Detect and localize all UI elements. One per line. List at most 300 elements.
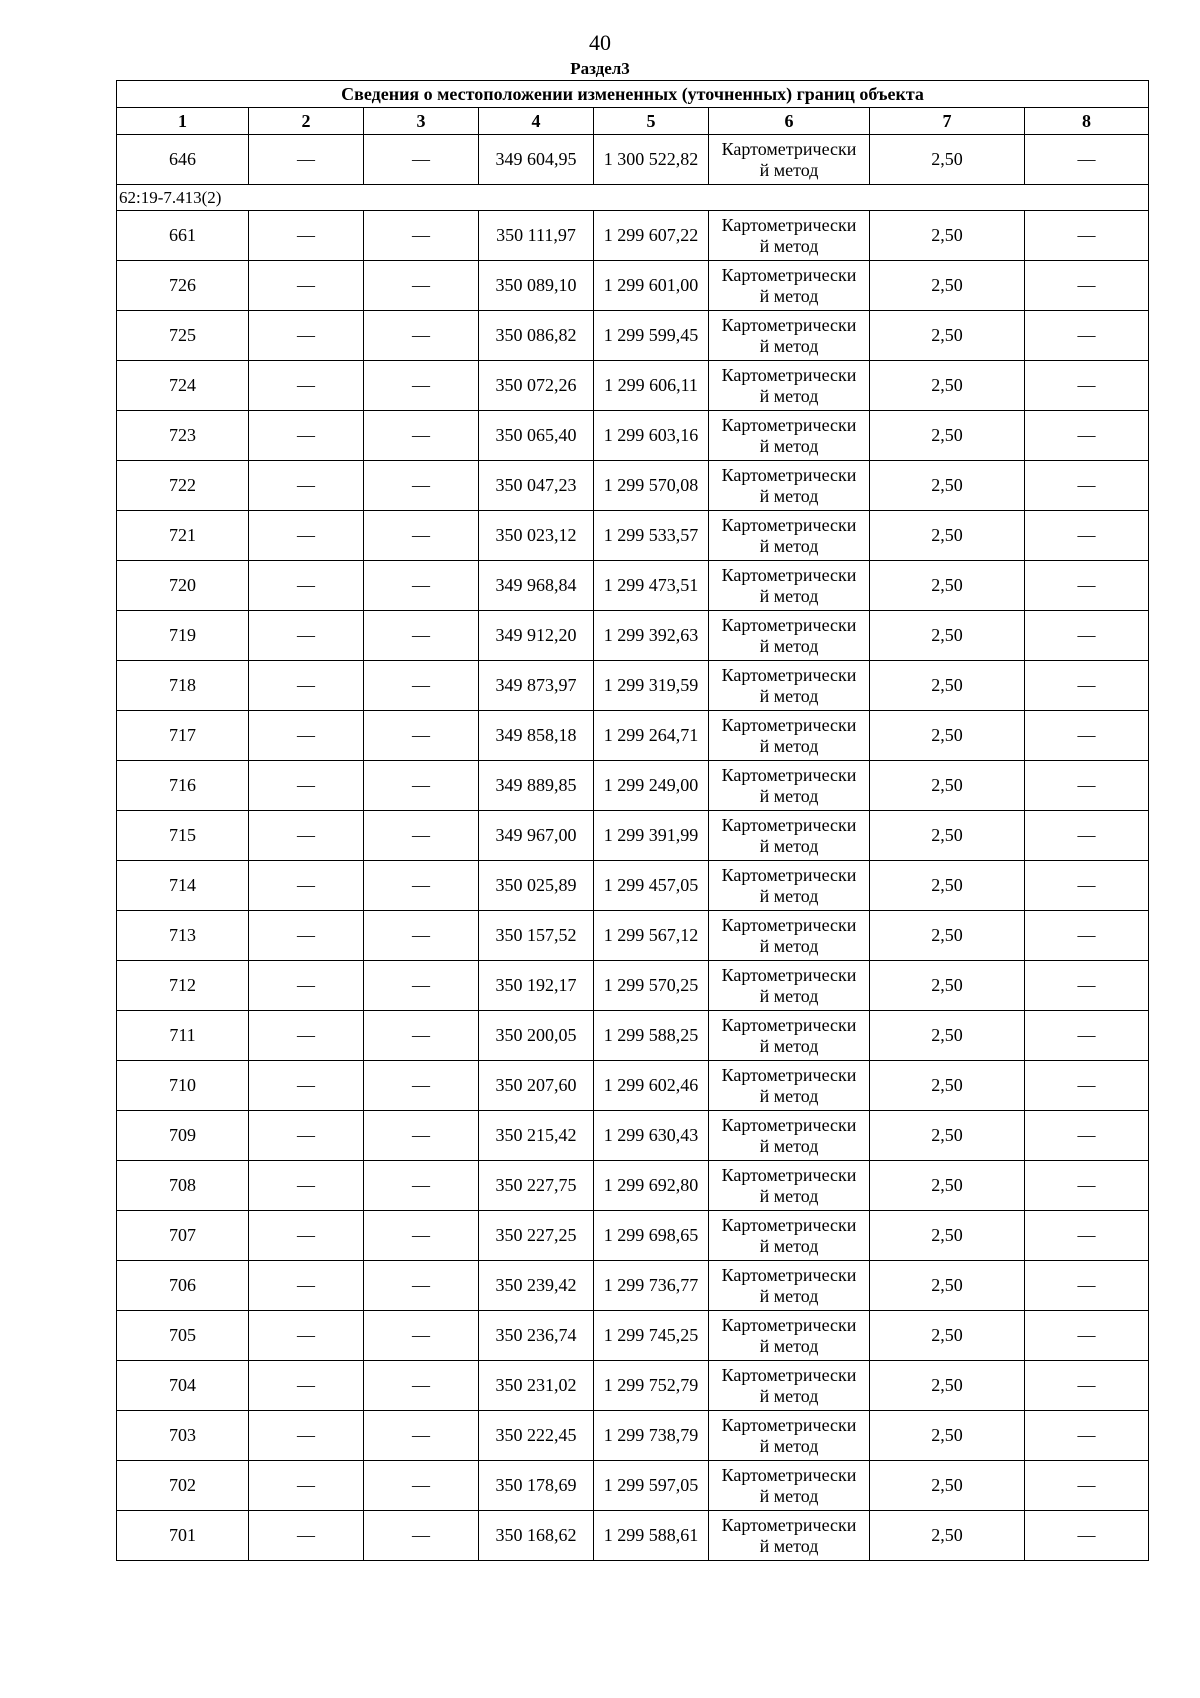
coordinates-table [116, 80, 1149, 1561]
cell-method [709, 761, 870, 811]
cell-point: 716 [117, 761, 249, 811]
cell-col2: — [249, 1011, 364, 1061]
cell-col8: — [1025, 711, 1149, 761]
method-line-1: Картометрически [721, 714, 857, 735]
cell-accuracy: 2,50 [870, 561, 1025, 611]
cell-x: 349 967,00 [479, 811, 594, 861]
method-line-2: й метод [759, 585, 819, 606]
cell-point: 724 [117, 361, 249, 411]
cell-accuracy: 2,50 [870, 1161, 1025, 1211]
section-title: Раздел3 [570, 59, 630, 78]
cell-x: 349 604,95 [479, 135, 594, 185]
cell-y: 1 299 567,12 [594, 911, 709, 961]
cell-y: 1 299 602,46 [594, 1061, 709, 1111]
cell-method [709, 961, 870, 1011]
cell-method [709, 911, 870, 961]
cell-col3: — [364, 911, 479, 961]
cell-col2: — [249, 1261, 364, 1311]
cell-col8: — [1025, 261, 1149, 311]
cell-y: 1 299 597,05 [594, 1461, 709, 1511]
cell-y: 1 299 599,45 [594, 311, 709, 361]
method-line-1: Картометрически [721, 138, 857, 159]
cell-method [709, 1111, 870, 1161]
cell-col2: — [249, 711, 364, 761]
table-row [117, 511, 1149, 561]
cell-col8: — [1025, 461, 1149, 511]
cell-col8: — [1025, 761, 1149, 811]
cell-point: 704 [117, 1361, 249, 1411]
cell-accuracy: 2,50 [870, 911, 1025, 961]
method-line-2: й метод [759, 335, 819, 356]
cell-method [709, 1411, 870, 1461]
cell-point: 725 [117, 311, 249, 361]
cell-y: 1 299 752,79 [594, 1361, 709, 1411]
method-line-1: Картометрически [721, 1264, 857, 1285]
cell-col3: — [364, 811, 479, 861]
method-line-1: Картометрически [721, 1314, 857, 1335]
cell-col8: — [1025, 811, 1149, 861]
cell-y: 1 299 601,00 [594, 261, 709, 311]
cell-x: 350 157,52 [479, 911, 594, 961]
cell-col8: — [1025, 1511, 1149, 1561]
cell-col2: — [249, 461, 364, 511]
cell-y: 1 299 457,05 [594, 861, 709, 911]
cell-accuracy: 2,50 [870, 311, 1025, 361]
cell-point: 703 [117, 1411, 249, 1461]
cell-col8: — [1025, 511, 1149, 561]
cell-col2: — [249, 1311, 364, 1361]
cell-x: 350 025,89 [479, 861, 594, 911]
table-row [117, 611, 1149, 661]
table-row [117, 1511, 1149, 1561]
cell-col3: — [364, 1461, 479, 1511]
cell-method [709, 1511, 870, 1561]
cell-col3: — [364, 411, 479, 461]
cell-x: 350 023,12 [479, 511, 594, 561]
column-header: 1 [117, 108, 249, 135]
cell-accuracy: 2,50 [870, 261, 1025, 311]
cell-point: 702 [117, 1461, 249, 1511]
cell-y: 1 299 264,71 [594, 711, 709, 761]
cell-accuracy: 2,50 [870, 761, 1025, 811]
cell-x: 350 239,42 [479, 1261, 594, 1311]
cell-point: 720 [117, 561, 249, 611]
table-row [117, 135, 1149, 185]
method-line-1: Картометрически [721, 414, 857, 435]
column-header: 5 [594, 108, 709, 135]
cell-method [709, 661, 870, 711]
group-row [117, 185, 1149, 211]
method-line-1: Картометрически [721, 514, 857, 535]
table-row [117, 311, 1149, 361]
cell-col8: — [1025, 361, 1149, 411]
cell-col2: — [249, 1061, 364, 1111]
cell-point: 721 [117, 511, 249, 561]
cell-col3: — [364, 1111, 479, 1161]
cell-col3: — [364, 761, 479, 811]
cell-method [709, 1461, 870, 1511]
cell-method [709, 1011, 870, 1061]
cell-accuracy: 2,50 [870, 1111, 1025, 1161]
cell-col3: — [364, 1161, 479, 1211]
method-line-1: Картометрически [721, 914, 857, 935]
cell-point: 719 [117, 611, 249, 661]
cell-accuracy: 2,50 [870, 511, 1025, 561]
cell-point: 701 [117, 1511, 249, 1561]
cell-point: 726 [117, 261, 249, 311]
method-line-1: Картометрически [721, 614, 857, 635]
method-line-1: Картометрически [721, 1014, 857, 1035]
cell-col8: — [1025, 561, 1149, 611]
method-line-2: й метод [759, 159, 819, 180]
cell-point: 705 [117, 1311, 249, 1361]
cell-point: 717 [117, 711, 249, 761]
cell-y: 1 299 570,08 [594, 461, 709, 511]
method-line-1: Картометрически [721, 864, 857, 885]
cell-x: 350 215,42 [479, 1111, 594, 1161]
cell-y: 1 299 588,25 [594, 1011, 709, 1061]
cell-method [709, 135, 870, 185]
table-row [117, 661, 1149, 711]
cell-col8: — [1025, 961, 1149, 1011]
cell-y: 1 299 391,99 [594, 811, 709, 861]
cell-col2: — [249, 511, 364, 561]
cell-col8: — [1025, 1111, 1149, 1161]
cell-y: 1 299 736,77 [594, 1261, 709, 1311]
cell-col8: — [1025, 1161, 1149, 1211]
cell-col3: — [364, 311, 479, 361]
cell-accuracy: 2,50 [870, 711, 1025, 761]
cell-y: 1 299 570,25 [594, 961, 709, 1011]
cell-accuracy: 2,50 [870, 1511, 1025, 1561]
cell-col3: — [364, 611, 479, 661]
cell-accuracy: 2,50 [870, 461, 1025, 511]
cell-col2: — [249, 1461, 364, 1511]
cell-x: 350 111,97 [479, 211, 594, 261]
cell-col8: — [1025, 661, 1149, 711]
cell-col2: — [249, 1411, 364, 1461]
cell-x: 350 192,17 [479, 961, 594, 1011]
table-row [117, 1411, 1149, 1461]
cell-x: 350 086,82 [479, 311, 594, 361]
method-line-1: Картометрически [721, 1114, 857, 1135]
cell-col2: — [249, 761, 364, 811]
method-line-2: й метод [759, 235, 819, 256]
table-row [117, 1161, 1149, 1211]
cell-method [709, 1261, 870, 1311]
cell-point: 710 [117, 1061, 249, 1111]
table-row [117, 1361, 1149, 1411]
cell-accuracy: 2,50 [870, 1011, 1025, 1061]
method-line-1: Картометрически [721, 1364, 857, 1385]
cell-col8: — [1025, 135, 1149, 185]
cell-y: 1 299 533,57 [594, 511, 709, 561]
group-label: 62:19-7.413(2) [117, 185, 1149, 211]
cell-y: 1 299 473,51 [594, 561, 709, 611]
table-row [117, 911, 1149, 961]
cell-x: 350 089,10 [479, 261, 594, 311]
cell-accuracy: 2,50 [870, 1361, 1025, 1411]
cell-col8: — [1025, 1261, 1149, 1311]
method-line-2: й метод [759, 385, 819, 406]
cell-point: 711 [117, 1011, 249, 1061]
column-header: 8 [1025, 108, 1149, 135]
cell-col2: — [249, 661, 364, 711]
cell-col3: — [364, 1211, 479, 1261]
cell-method [709, 361, 870, 411]
cell-accuracy: 2,50 [870, 1211, 1025, 1261]
cell-x: 349 912,20 [479, 611, 594, 661]
method-line-2: й метод [759, 635, 819, 656]
method-line-1: Картометрически [721, 1464, 857, 1485]
cell-col2: — [249, 1161, 364, 1211]
cell-x: 350 227,75 [479, 1161, 594, 1211]
method-line-1: Картометрически [721, 814, 857, 835]
cell-col3: — [364, 961, 479, 1011]
cell-col3: — [364, 1361, 479, 1411]
cell-point: 722 [117, 461, 249, 511]
table-row [117, 1011, 1149, 1061]
cell-x: 350 178,69 [479, 1461, 594, 1511]
column-header: 2 [249, 108, 364, 135]
table-row [117, 461, 1149, 511]
cell-accuracy: 2,50 [870, 1261, 1025, 1311]
method-line-2: й метод [759, 1385, 819, 1406]
cell-col3: — [364, 661, 479, 711]
method-line-1: Картометрически [721, 1414, 857, 1435]
cell-y: 1 299 745,25 [594, 1311, 709, 1361]
column-header-row [117, 108, 1149, 135]
cell-method [709, 261, 870, 311]
cell-y: 1 299 606,11 [594, 361, 709, 411]
cell-x: 349 858,18 [479, 711, 594, 761]
cell-x: 350 200,05 [479, 1011, 594, 1061]
cell-accuracy: 2,50 [870, 961, 1025, 1011]
cell-point: 712 [117, 961, 249, 1011]
method-line-2: й метод [759, 1185, 819, 1206]
cell-accuracy: 2,50 [870, 861, 1025, 911]
table-row [117, 1061, 1149, 1111]
method-line-2: й метод [759, 485, 819, 506]
cell-col8: — [1025, 611, 1149, 661]
table-row [117, 411, 1149, 461]
cell-method [709, 561, 870, 611]
cell-y: 1 299 249,00 [594, 761, 709, 811]
cell-accuracy: 2,50 [870, 1311, 1025, 1361]
cell-x: 350 222,45 [479, 1411, 594, 1461]
cell-col3: — [364, 511, 479, 561]
cell-method [709, 461, 870, 511]
cell-col8: — [1025, 861, 1149, 911]
cell-col2: — [249, 311, 364, 361]
cell-point: 661 [117, 211, 249, 261]
cell-col2: — [249, 1511, 364, 1561]
cell-y: 1 299 607,22 [594, 211, 709, 261]
cell-y: 1 300 522,82 [594, 135, 709, 185]
method-line-2: й метод [759, 1285, 819, 1306]
method-line-2: й метод [759, 735, 819, 756]
method-line-1: Картометрически [721, 214, 857, 235]
page-number: 40 [589, 30, 611, 55]
method-line-2: й метод [759, 435, 819, 456]
cell-col2: — [249, 1361, 364, 1411]
cell-point: 718 [117, 661, 249, 711]
cell-y: 1 299 319,59 [594, 661, 709, 711]
cell-col2: — [249, 861, 364, 911]
cell-x: 349 968,84 [479, 561, 594, 611]
table-row [117, 261, 1149, 311]
method-line-1: Картометрически [721, 1514, 857, 1535]
cell-method [709, 711, 870, 761]
cell-accuracy: 2,50 [870, 661, 1025, 711]
cell-x: 350 065,40 [479, 411, 594, 461]
cell-x: 349 873,97 [479, 661, 594, 711]
cell-col8: — [1025, 1311, 1149, 1361]
cell-method [709, 411, 870, 461]
method-line-1: Картометрически [721, 1214, 857, 1235]
method-line-2: й метод [759, 1135, 819, 1156]
cell-y: 1 299 603,16 [594, 411, 709, 461]
cell-x: 349 889,85 [479, 761, 594, 811]
cell-x: 350 047,23 [479, 461, 594, 511]
method-line-1: Картометрически [721, 564, 857, 585]
cell-method [709, 1161, 870, 1211]
cell-method [709, 511, 870, 561]
cell-y: 1 299 698,65 [594, 1211, 709, 1261]
cell-col3: — [364, 1011, 479, 1061]
table-row [117, 761, 1149, 811]
cell-col2: — [249, 561, 364, 611]
cell-col3: — [364, 861, 479, 911]
cell-col2: — [249, 611, 364, 661]
table-row [117, 561, 1149, 611]
method-line-1: Картометрически [721, 314, 857, 335]
cell-col8: — [1025, 1461, 1149, 1511]
cell-col8: — [1025, 411, 1149, 461]
method-line-2: й метод [759, 1485, 819, 1506]
column-header: 7 [870, 108, 1025, 135]
cell-x: 350 231,02 [479, 1361, 594, 1411]
method-line-1: Картометрически [721, 964, 857, 985]
cell-y: 1 299 692,80 [594, 1161, 709, 1211]
cell-method [709, 1211, 870, 1261]
cell-y: 1 299 630,43 [594, 1111, 709, 1161]
cell-col3: — [364, 1061, 479, 1111]
cell-col8: — [1025, 311, 1149, 361]
method-line-1: Картометрически [721, 764, 857, 785]
cell-col2: — [249, 211, 364, 261]
method-line-2: й метод [759, 685, 819, 706]
cell-method [709, 861, 870, 911]
cell-col2: — [249, 135, 364, 185]
cell-point: 715 [117, 811, 249, 861]
table-row [117, 1261, 1149, 1311]
cell-col3: — [364, 361, 479, 411]
cell-accuracy: 2,50 [870, 211, 1025, 261]
cell-col3: — [364, 211, 479, 261]
method-line-2: й метод [759, 785, 819, 806]
cell-col3: — [364, 561, 479, 611]
cell-method [709, 1311, 870, 1361]
cell-accuracy: 2,50 [870, 361, 1025, 411]
method-line-1: Картометрически [721, 264, 857, 285]
cell-col3: — [364, 1411, 479, 1461]
table-row [117, 811, 1149, 861]
column-header: 6 [709, 108, 870, 135]
cell-x: 350 207,60 [479, 1061, 594, 1111]
cell-col3: — [364, 261, 479, 311]
table-row [117, 1311, 1149, 1361]
cell-col3: — [364, 1261, 479, 1311]
column-header: 4 [479, 108, 594, 135]
table-row [117, 361, 1149, 411]
method-line-1: Картометрически [721, 664, 857, 685]
cell-point: 713 [117, 911, 249, 961]
table-row [117, 961, 1149, 1011]
cell-method [709, 1061, 870, 1111]
cell-method [709, 211, 870, 261]
method-line-2: й метод [759, 1085, 819, 1106]
table-row [117, 861, 1149, 911]
cell-col3: — [364, 135, 479, 185]
method-line-1: Картометрически [721, 1064, 857, 1085]
method-line-2: й метод [759, 1035, 819, 1056]
cell-y: 1 299 738,79 [594, 1411, 709, 1461]
cell-col8: — [1025, 1011, 1149, 1061]
cell-col8: — [1025, 1361, 1149, 1411]
method-line-2: й метод [759, 935, 819, 956]
cell-x: 350 072,26 [479, 361, 594, 411]
table-caption: Сведения о местоположении измененных (уточненных) границ объекта [117, 81, 1149, 108]
cell-col2: — [249, 811, 364, 861]
cell-x: 350 227,25 [479, 1211, 594, 1261]
cell-point: 723 [117, 411, 249, 461]
cell-method [709, 311, 870, 361]
cell-accuracy: 2,50 [870, 1461, 1025, 1511]
cell-accuracy: 2,50 [870, 811, 1025, 861]
cell-col3: — [364, 461, 479, 511]
table-row [117, 711, 1149, 761]
cell-accuracy: 2,50 [870, 1061, 1025, 1111]
cell-point: 706 [117, 1261, 249, 1311]
cell-col2: — [249, 361, 364, 411]
cell-col8: — [1025, 911, 1149, 961]
cell-x: 350 168,62 [479, 1511, 594, 1561]
cell-col2: — [249, 261, 364, 311]
cell-col2: — [249, 1111, 364, 1161]
method-line-2: й метод [759, 1335, 819, 1356]
cell-col8: — [1025, 1061, 1149, 1111]
cell-point: 707 [117, 1211, 249, 1261]
cell-col2: — [249, 961, 364, 1011]
column-header: 3 [364, 108, 479, 135]
method-line-2: й метод [759, 1435, 819, 1456]
method-line-2: й метод [759, 1535, 819, 1556]
method-line-1: Картометрически [721, 364, 857, 385]
method-line-2: й метод [759, 535, 819, 556]
method-line-2: й метод [759, 835, 819, 856]
cell-col3: — [364, 711, 479, 761]
cell-y: 1 299 392,63 [594, 611, 709, 661]
method-line-2: й метод [759, 285, 819, 306]
cell-col8: — [1025, 211, 1149, 261]
table-row [117, 1211, 1149, 1261]
method-line-2: й метод [759, 985, 819, 1006]
cell-col8: — [1025, 1411, 1149, 1461]
method-line-2: й метод [759, 885, 819, 906]
method-line-2: й метод [759, 1235, 819, 1256]
cell-col3: — [364, 1311, 479, 1361]
